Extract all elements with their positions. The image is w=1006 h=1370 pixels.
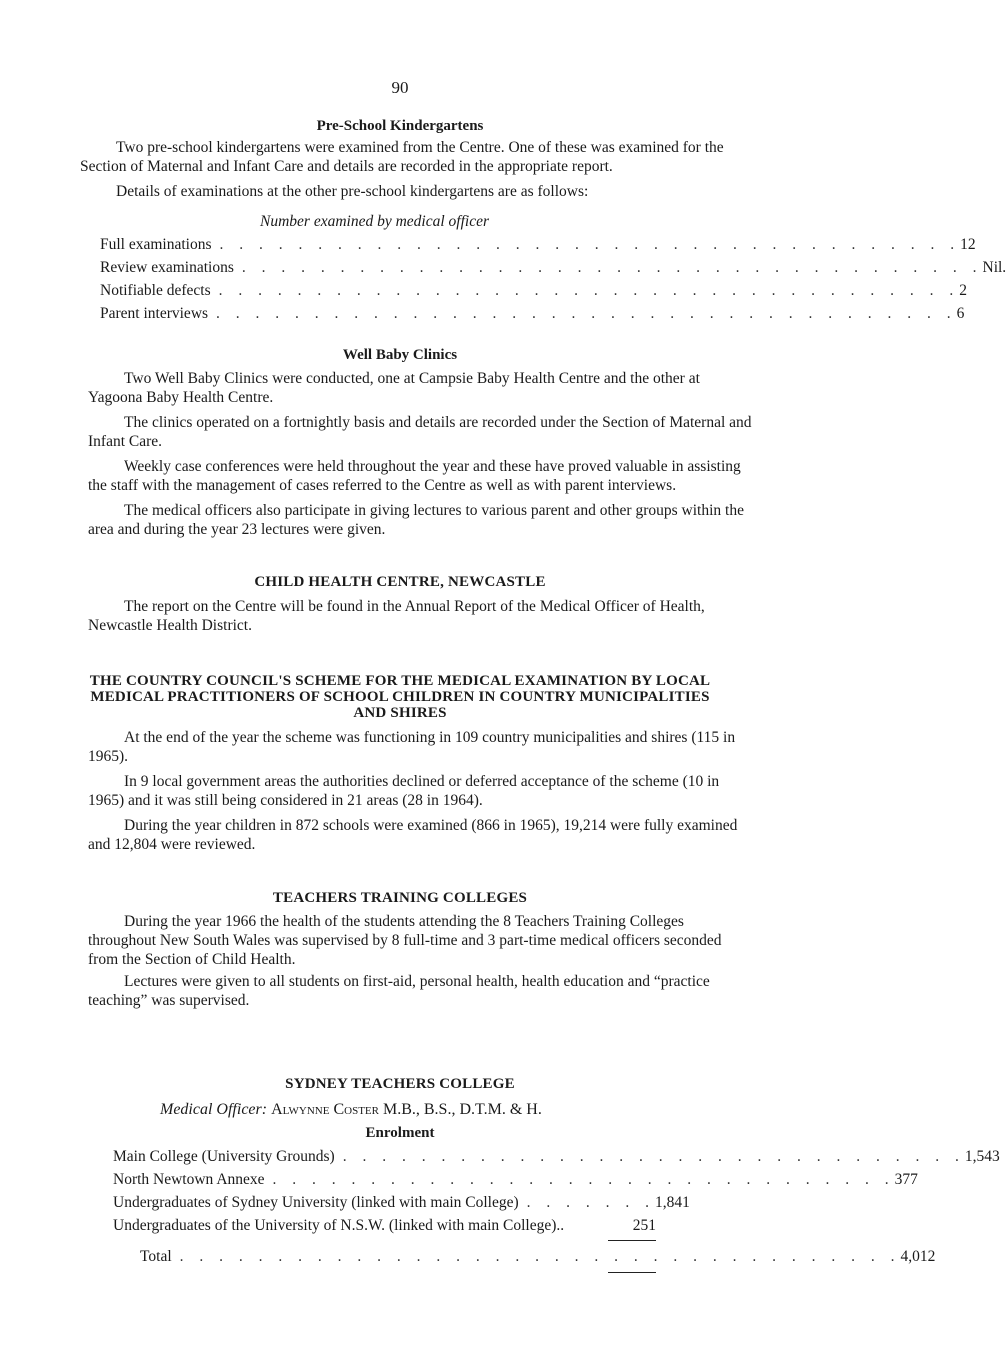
country-paragraph-2: In 9 local government areas the authorities declined or deferred acceptance of the scheme (10 in 1965) and it was still being considered in 21 areas (28 in 1964). [88,773,720,809]
preschool-subheading: Number examined by medical officer [260,213,489,230]
total-top-rule [608,1240,656,1241]
medical-officer-line [160,1100,720,1119]
enrolment-heading: Enrolment [365,1125,435,1141]
country-heading-line-3: AND SHIRES [353,705,447,721]
wellbaby-paragraph-4: The medical officers also participate in giving lectures to various parent and other groups within the area and during the year 23 lectures were given. [88,502,744,538]
enrolment-total-row: Total . . . . . . . . . . . . . . . . . . . . . . . . . . . . . . . . . . . . . 4,012 [140,1248,936,1265]
country-paragraph-1: At the end of the year the scheme was functioning in 109 country municipalities and shires (115 in 1965). [88,729,736,765]
enrolment-row: North Newtown Annexe . . . . . . . . . . . . . . . . . . . . . . . . . . . . . . . . 377 [113,1171,918,1188]
teachers-paragraph-1: During the year 1966 the health of the students attending the 8 Teachers Training Colleges throughout New South Wales was supervised by 8 full-time and 3 part-time medical officers seconded from the Section of Child Health. [88,913,722,968]
wellbaby-paragraph-3: Weekly case conferences were held throughout the year and these have proved valuable in assisting the staff with the management of cases referred to the Centre as well as with parent interviews. [88,458,741,494]
medical-officer-name: Alwynne Coster M.B., B.S., D.T.M. & H. [271,1101,542,1118]
enrolment-row: Main College (University Grounds) . . . . . . . . . . . . . . . . . . . . . . . . . . . . . . . . 1,543 [113,1148,1000,1165]
preschool-row: Full examinations . . . . . . . . . . . . . . . . . . . . . . . . . . . . . . . . . . . . . . 12 [100,236,976,253]
enrolment-row: Undergraduates of the University of N.S.W. (linked with main College).. 251 [113,1217,656,1234]
total-bottom-rule [608,1272,656,1273]
sydney-heading: SYDNEY TEACHERS COLLEGE [285,1076,515,1092]
preschool-paragraph-2: Details of examinations at the other pre-school kindergartens are as follows: [116,183,589,200]
wellbaby-paragraph-1: Two Well Baby Clinics were conducted, one at Campsie Baby Health Centre and the other at Yagoona Baby Health Centre. [88,370,700,406]
teachers-heading: TEACHERS TRAINING COLLEGES [272,890,528,906]
country-heading-line-1: THE COUNTRY COUNCIL'S SCHEME FOR THE MEDICAL EXAMINATION BY LOCAL [89,673,711,689]
preschool-row: Notifiable defects . . . . . . . . . . . . . . . . . . . . . . . . . . . . . . . . . . . . . . 2 [100,282,967,299]
enrolment-row: Undergraduates of Sydney University (linked with main College) . . . . . . . 1,841 [113,1194,690,1211]
newcastle-paragraph: The report on the Centre will be found in the Annual Report of the Medical Officer of Health, Newcastle Health District. [88,598,705,634]
preschool-row: Review examinations . . . . . . . . . . . . . . . . . . . . . . . . . . . . . . . . . . . . . . Nil. [100,259,1006,276]
preschool-paragraph-1: Two pre-school kindergartens were examined from the Centre. One of these was examined for the Section of Maternal and Infant Care and details are recorded in the appropriate report. [80,139,724,175]
page-number: 90 [391,78,409,97]
teachers-paragraph-2: Lectures were given to all students on first-aid, personal health, health education and “practice teaching” was supervised. [88,973,710,1009]
preschool-heading: Pre-School Kindergartens [316,118,484,134]
preschool-row: Parent interviews . . . . . . . . . . . . . . . . . . . . . . . . . . . . . . . . . . . . . . 6 [100,305,965,322]
wellbaby-heading: Well Baby Clinics [342,347,458,363]
newcastle-heading: CHILD HEALTH CENTRE, NEWCASTLE [254,574,546,590]
wellbaby-paragraph-2: The clinics operated on a fortnightly basis and details are recorded under the Section of Maternal and Infant Care. [88,414,752,450]
country-heading-line-2: MEDICAL PRACTITIONERS OF SCHOOL CHILDREN IN COUNTRY MUNICIPALITIES [90,689,710,705]
country-paragraph-3: During the year children in 872 schools were examined (866 in 1965), 19,214 were fully examined and 12,804 were reviewed. [88,817,738,853]
medical-officer-label: Medical Officer: [160,1101,268,1118]
